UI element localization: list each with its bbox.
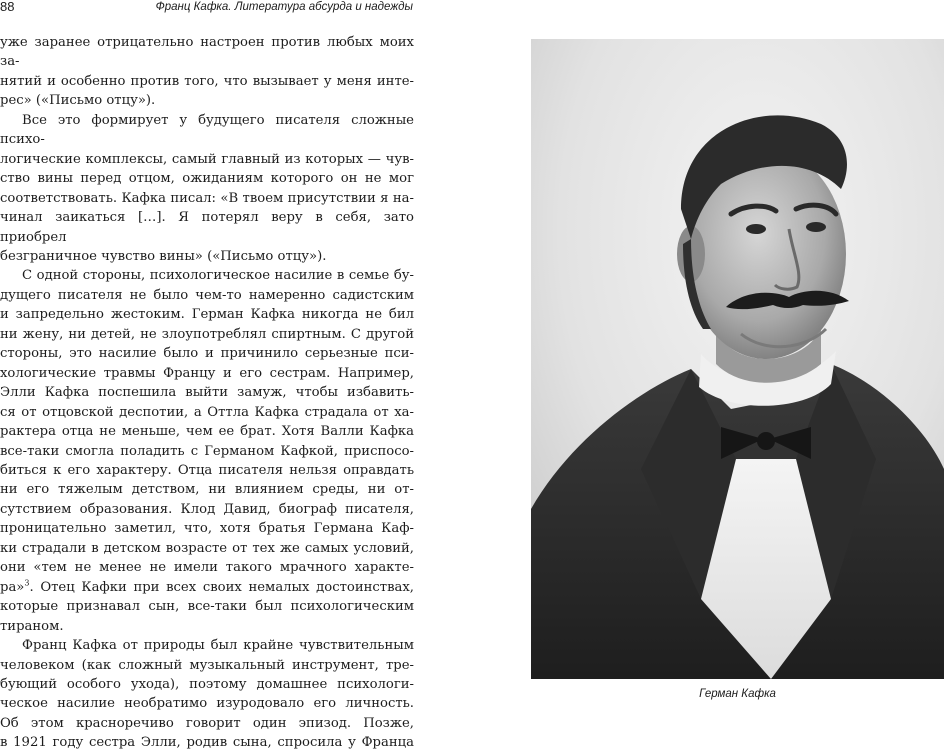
text-line: чинал заикаться […]. Я потерял веру в себя, зато приобрел [0,210,414,245]
figure-caption: Герман Кафка [699,688,776,700]
text-line: дущего писателя не было чем-то намеренно садистским [0,287,414,303]
text-line: С одной стороны, психологическое насилие в семье бу- [22,268,414,284]
text-line: безграничное чувство вины» («Письмо отцу»). [0,248,327,264]
portrait-illustration [531,39,944,679]
text-line: ни жену, ни детей, не злоупотреблял спиртным. С другой [0,326,414,342]
text-line: биться к его характеру. Отца писателя нельзя оправдать [0,462,414,478]
page-number: 88 [0,0,15,14]
text-line: они «тем не менее не имели такого мрачного характе- [0,560,414,576]
text-line: сутствием образования. Клод Давид, биограф писателя, [0,501,414,517]
text-line: тираном. [0,618,64,634]
text-line: Об этом красноречиво говорит один эпизод. Позже, [0,715,414,731]
text-line: и запредельно жестоким. Герман Кафка никогда не бил [0,307,414,323]
text-line: ни его тяжелым детством, ни влиянием среды, ни от- [0,482,414,498]
portrait-photo [531,39,944,679]
text-line: рес» («Письмо отцу»). [0,93,156,109]
text-line: стороны, это насилие было и причинило серьезные пси- [0,346,414,362]
text-line: Все это формирует у будущего писателя сложные психо- [0,112,414,148]
text-line: хологические травмы Францу и его сестрам. Например, [0,365,414,381]
text-fragment: . Отец Кафки при всех своих немалых достоинствах, [29,579,414,595]
footnote-reference[interactable]: 3 [24,578,30,588]
text-line: проницательно заметил, что, хотя братья Германа Каф- [0,521,414,537]
running-title: Франц Кафка. Литература абсурда и надежды [155,1,413,13]
text-line: рактера отца не меньше, чем ее брат. Хотя Валли Кафка [0,424,414,440]
text-line: логические комплексы, самый главный из которых — чув- [0,151,414,167]
text-line: ческое насилие необратимо изуродовало его личность. [0,696,414,712]
text-line: человеком (как сложный музыкальный инструмент, тре- [0,657,414,673]
text-line: бующий особого ухода), поэтому домашнее психологи- [0,676,414,692]
text-line: нятий и особенно против того, что вызывает у меня инте- [0,73,414,89]
text-fragment: ра» [0,579,25,595]
text-line: ся от отцовской деспотии, а Оттла Кафка страдала от ха- [0,404,414,420]
text-line: Элли Кафка поспешила выйти замуж, чтобы избавить- [0,385,414,401]
text-line: все-таки смогла поладить с Германом Кафкой, приспосо- [0,443,414,459]
text-line: которые признавал сын, все-таки был психологическим [0,599,414,615]
text-line: в 1921 году сестра Элли, родив сына, спросила у Франца [0,735,414,751]
text-line: уже заранее отрицательно настроен против любых моих за- [0,35,414,70]
text-line: ство вины перед отцом, ожиданиям которого он не мог [0,171,414,187]
eye-right [806,222,826,232]
body-text [0,33,414,753]
text-line: Франц Кафка от природы был крайне чувствительным [22,638,414,654]
text-line: соответствовать. Кафка писал: «В твоем присутствии я на- [0,190,414,206]
eye-left [746,224,766,234]
text-line [0,578,414,597]
text-line: ки страдали в детском возрасте от тех же самых условий, [0,540,414,556]
